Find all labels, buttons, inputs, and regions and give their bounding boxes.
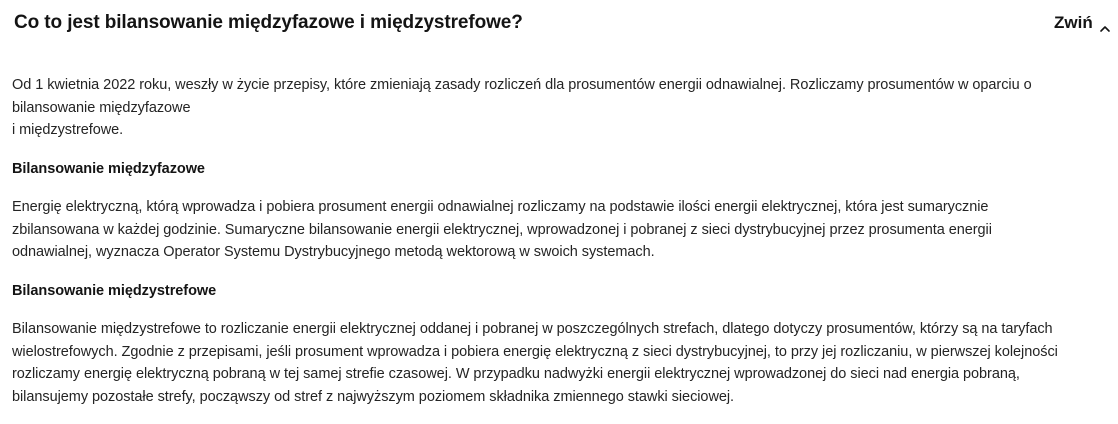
chevron-up-icon <box>1099 20 1111 32</box>
section-heading-interphase: Bilansowanie międzyfazowe <box>12 160 205 177</box>
accordion-header[interactable] <box>0 0 1118 46</box>
section-body-interzone: Bilansowanie międzystrefowe to rozliczanie energii elektrycznej oddanej i pobranej w poszczególnych strefach, dlatego dotyczy prosumentów, którzy są na taryfach wielostrefowych. Zgodnie z przepisami, jeśli prosument wprowadza i pobiera energię elektryczną z sieci dystrybucyjnej, to przy jej rozliczaniu, w pierwszej kolejności rozliczamy energię elektryczną pobraną w tej samej strefie czasowej. W przypadku nadwyżki energii elektrycznej wprowadzonej do sieci nad energia pobraną, bilansujemy pozostałe strefy, począwszy od stref z najwyższym poziomem składnika zmiennego stawki sieciowej. <box>12 321 1058 405</box>
collapse-button[interactable] <box>1054 10 1111 36</box>
section-heading-interzone: Bilansowanie międzystrefowe <box>12 282 217 299</box>
intro-paragraph <box>12 74 1070 142</box>
accordion-content <box>12 74 1070 424</box>
intro-text-line1: Od 1 kwietnia 2022 roku, weszły w życie przepisy, które zmieniają zasady rozliczeń dla prosumentów energii odnawialnej. Rozliczamy prosumentów w oparciu o bilansowanie międzyfazowe <box>12 77 1032 116</box>
intro-text-line2: i międzystrefowe. <box>12 122 124 138</box>
accordion-title: Co to jest bilansowanie międzyfazowe i międzystrefowe? <box>14 12 523 33</box>
collapse-label: Zwiń <box>1054 13 1093 32</box>
section-body-interphase: Energię elektryczną, którą wprowadza i pobiera prosument energii odnawialnej rozliczamy na podstawie ilości energii elektrycznej, która jest sumarycznie zbilansowana w każdej godzinie. Sumaryczne bilansowanie energii elektrycznej, wprowadzonej i pobranej z sieci dystrybucyjnej przez prosumenta energii odnawialnej, wyznacza Operator Systemu Dystrybucyjnego metodą wektorową w swoich systemach. <box>12 199 992 260</box>
